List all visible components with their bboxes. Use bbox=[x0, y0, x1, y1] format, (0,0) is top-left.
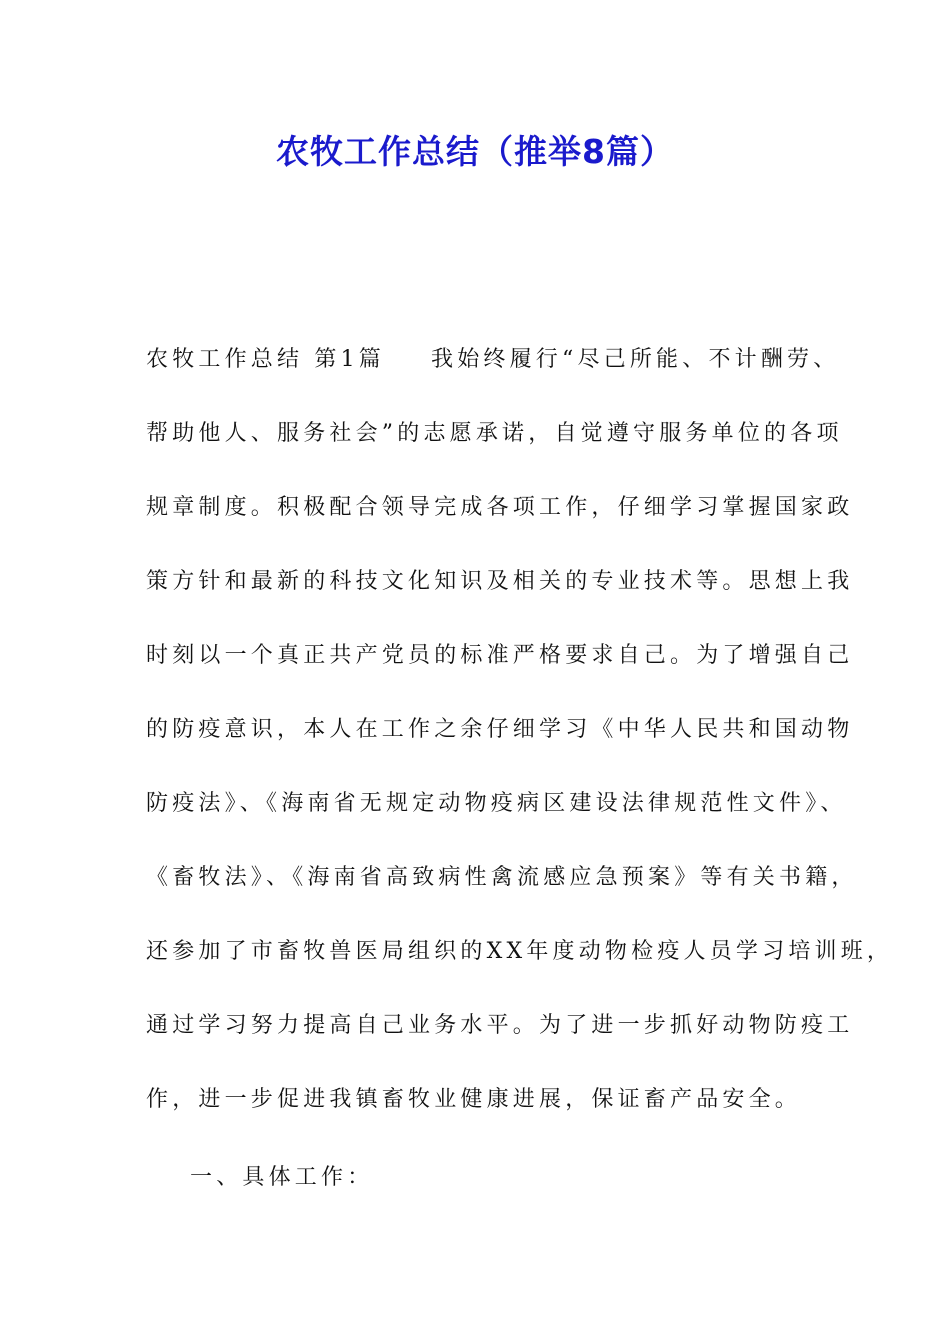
paragraph-line: 的防疫意识，本人在工作之余仔细学习《中华人民共和国动物 bbox=[146, 717, 854, 742]
paragraph-line: 还参加了市畜牧兽医局组织的XX年度动物检疫人员学习培训班， bbox=[146, 939, 894, 964]
section-label: 农牧工作总结 第1篇 bbox=[146, 347, 385, 372]
section-heading: 一、具体工作： bbox=[190, 1165, 374, 1190]
paragraph-line: 规章制度。积极配合领导完成各项工作，仔细学习掌握国家政 bbox=[146, 495, 854, 520]
paragraph-line: 时刻以一个真正共产党员的标准严格要求自己。为了增强自己 bbox=[146, 643, 854, 668]
paragraph-text: 我始终履行“尽己所能、不计酬劳、 bbox=[431, 347, 840, 372]
paragraph-line: 防疫法》、《海南省无规定动物疫病区建设法律规范性文件》、 bbox=[146, 791, 847, 816]
paragraph-line: 作，进一步促进我镇畜牧业健康进展，保证畜产品安全。 bbox=[146, 1087, 802, 1112]
paragraph-line: 《畜牧法》、《海南省高致病性禽流感应急预案》等有关书籍， bbox=[146, 865, 858, 890]
paragraph-line bbox=[146, 344, 840, 376]
paragraph-line: 帮助他人、服务社会”的志愿承诺，自觉遵守服务单位的各项 bbox=[146, 421, 843, 446]
paragraph-line: 策方针和最新的科技文化知识及相关的专业技术等。思想上我 bbox=[146, 569, 854, 594]
paragraph-line: 通过学习努力提高自己业务水平。为了进一步抓好动物防疫工 bbox=[146, 1013, 854, 1038]
document-title: 农牧工作总结（推举8篇） bbox=[276, 132, 674, 171]
